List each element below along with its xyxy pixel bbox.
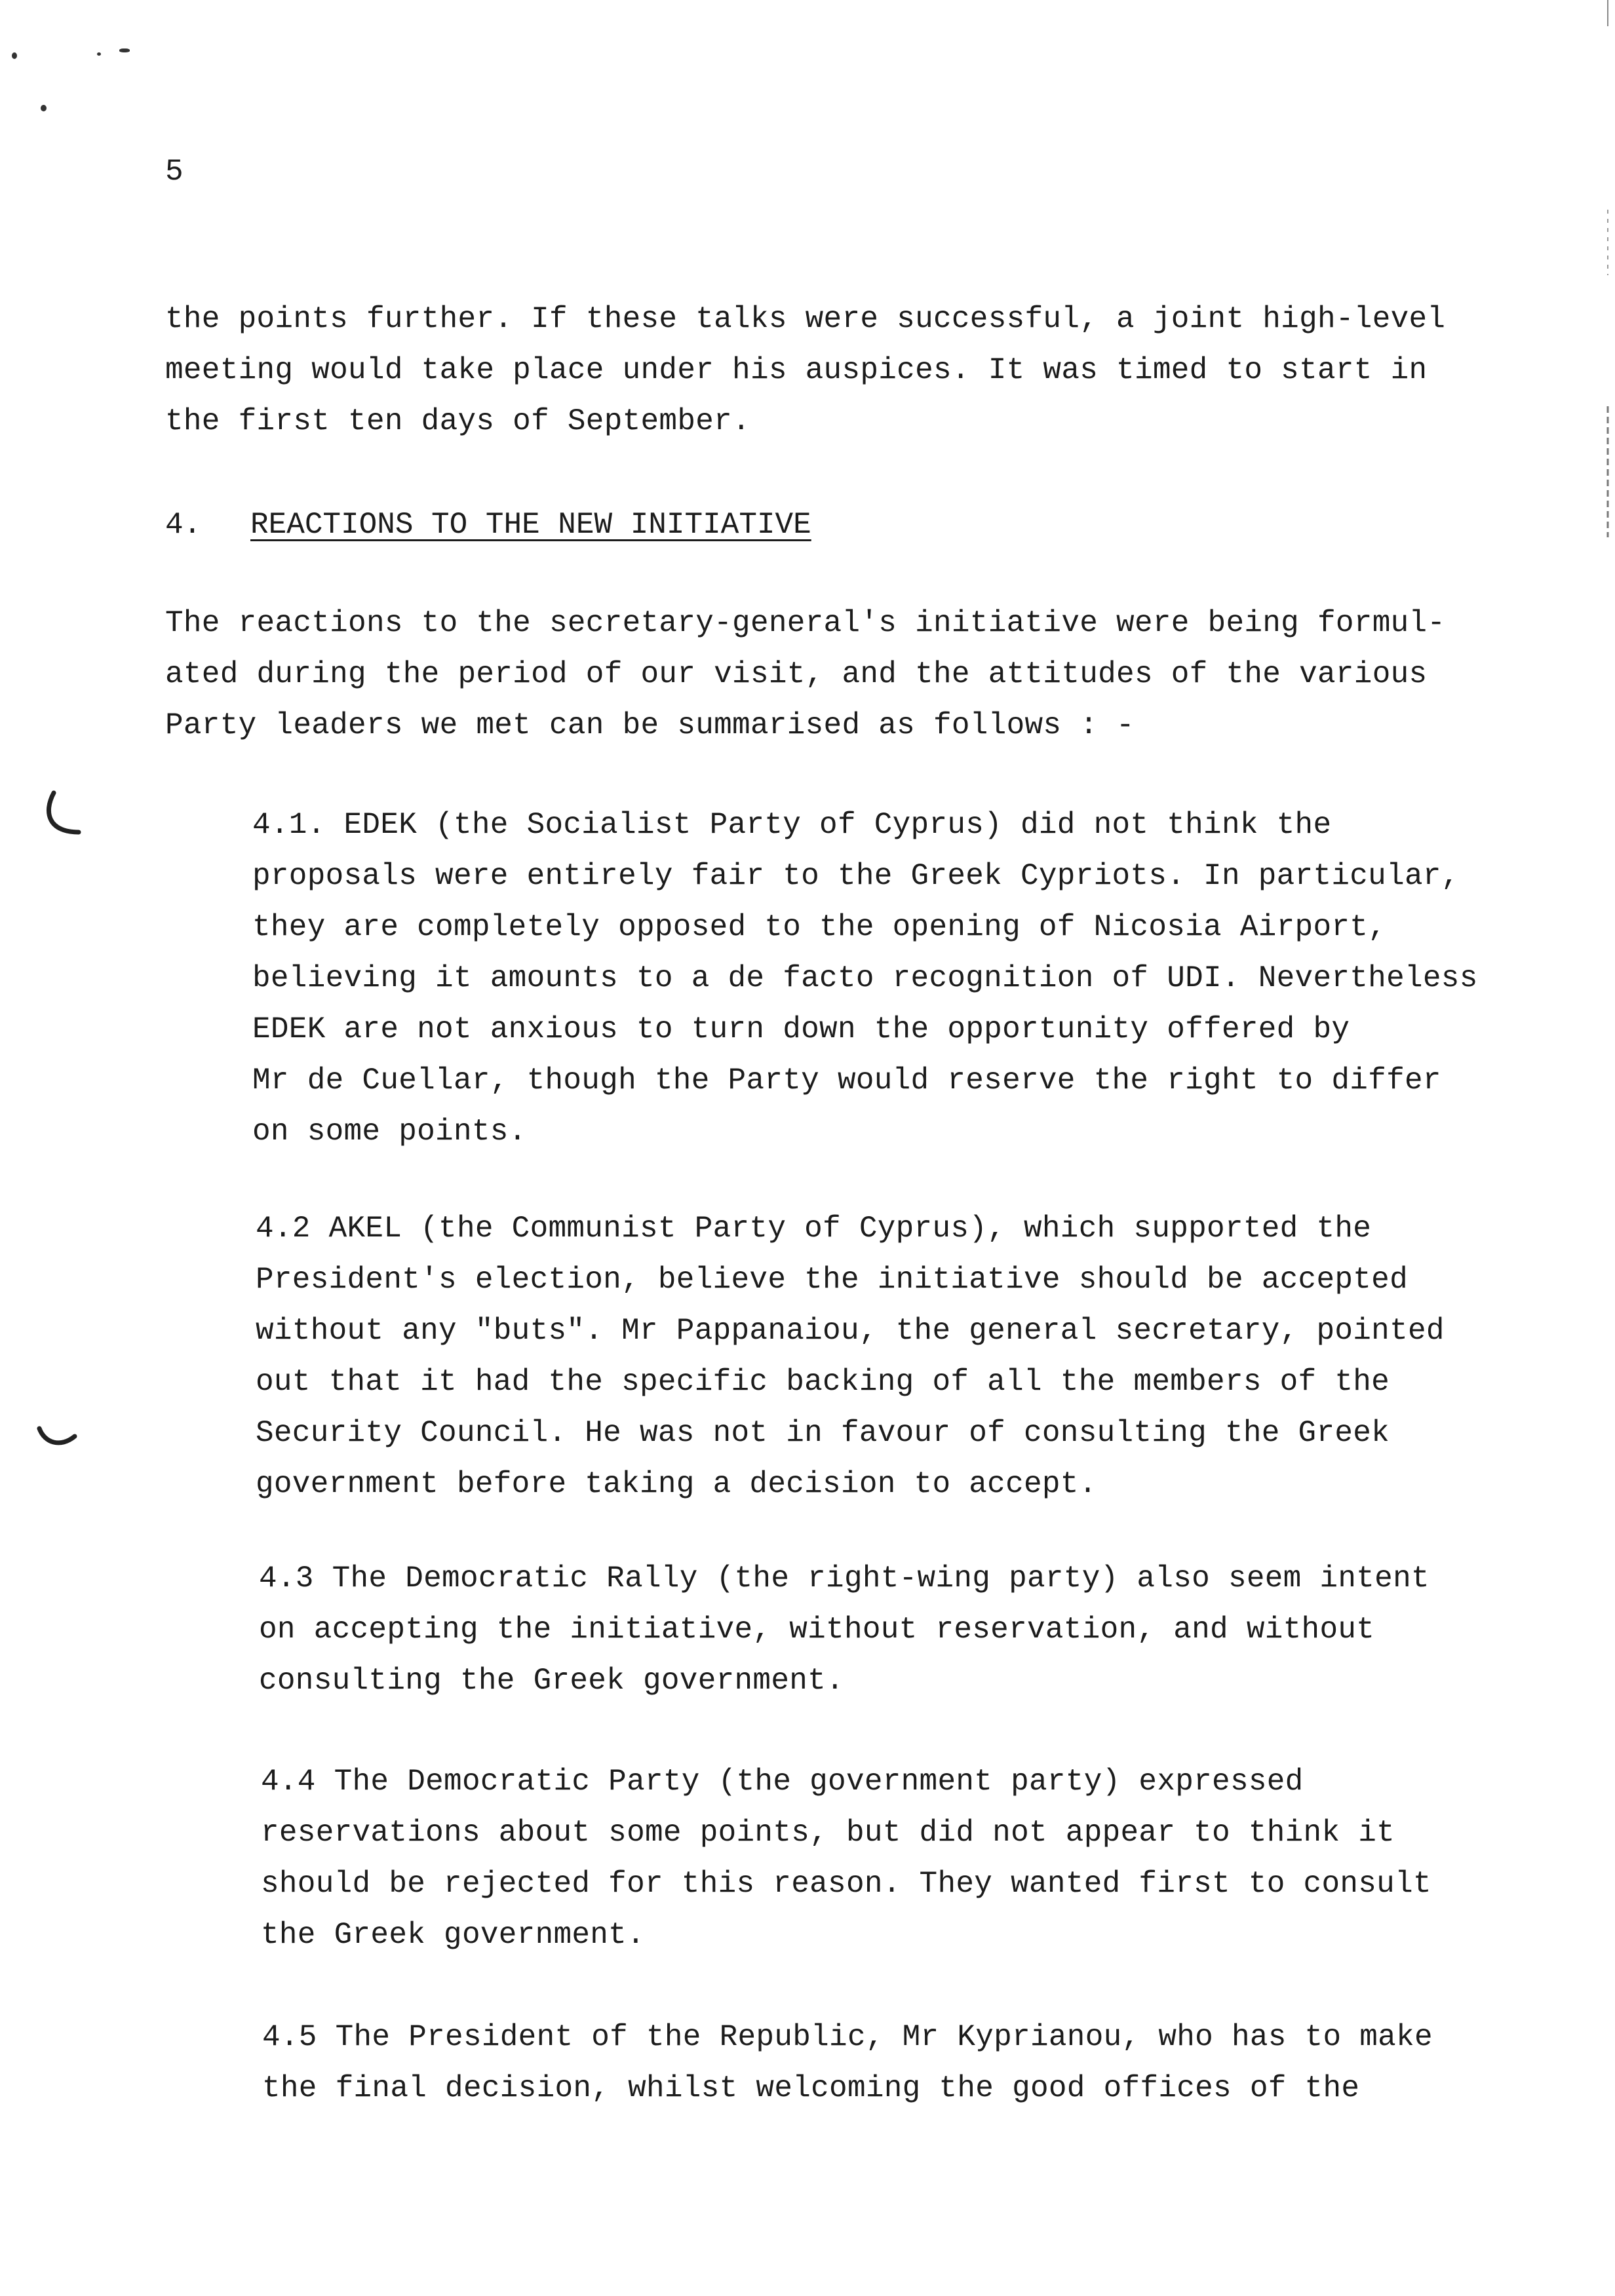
section-title: REACTIONS TO THE NEW INITIATIVE bbox=[250, 508, 811, 542]
page-number: 5 bbox=[165, 155, 184, 189]
list-item: 4.5 The President of the Republic, Mr Kyprianou, who has to make the final decision, whilst welcoming the good offices of the bbox=[262, 2020, 1433, 2105]
binder-hole-mark-upper bbox=[39, 786, 92, 845]
reactions-intro-paragraph: The reactions to the secretary-general's initiative were being formul- ated during the period of our visit, and the attitudes of the various Party leaders we met can be summarised as follows : - bbox=[165, 606, 1446, 742]
scan-speck bbox=[12, 52, 17, 59]
list-item: 4.3 The Democratic Rally (the right-wing party) also seem intent on accepting the initiative, without reservation, and without consulting the Greek government. bbox=[259, 1561, 1430, 1698]
list-item: 4.1. EDEK (the Socialist Party of Cyprus) did not think the proposals were entirely fair to the Greek Cypriots. In particular, they are completely opposed to the opening of Nicosia Airport, believing it amounts to a de facto recognition of UDI. Nevertheless EDEK are not anxious to turn down the opportunity offered by Mr de Cuellar, though the Party would reserve the right to differ on some points. bbox=[252, 808, 1478, 1149]
intro-paragraph: the points further. If these talks were successful, a joint high-level meeting would take place under his auspices. It was timed to start in the first ten days of September. bbox=[165, 302, 1446, 438]
scan-edge-line bbox=[1605, 0, 1611, 590]
section-heading bbox=[165, 499, 811, 550]
list-item: 4.4 The Democratic Party (the government party) expressed reservations about some points, but did not appear to think it should be rejected for this reason. They wanted first to consult the Greek government. bbox=[261, 1765, 1431, 1952]
section-number: 4. bbox=[165, 508, 202, 542]
scan-speck bbox=[97, 52, 101, 56]
binder-hole-mark-lower bbox=[34, 1422, 87, 1461]
scan-speck bbox=[41, 105, 47, 111]
list-item: 4.2 AKEL (the Communist Party of Cyprus), which supported the President's election, believe the initiative should be accepted without any "buts". Mr Pappanaiou, the general secretary, pointed out that it had the specific backing of all the members of the Security Council. He was not in favour of consulting the Greek government before taking a decision to accept. bbox=[256, 1212, 1445, 1501]
scan-speck bbox=[119, 48, 130, 52]
